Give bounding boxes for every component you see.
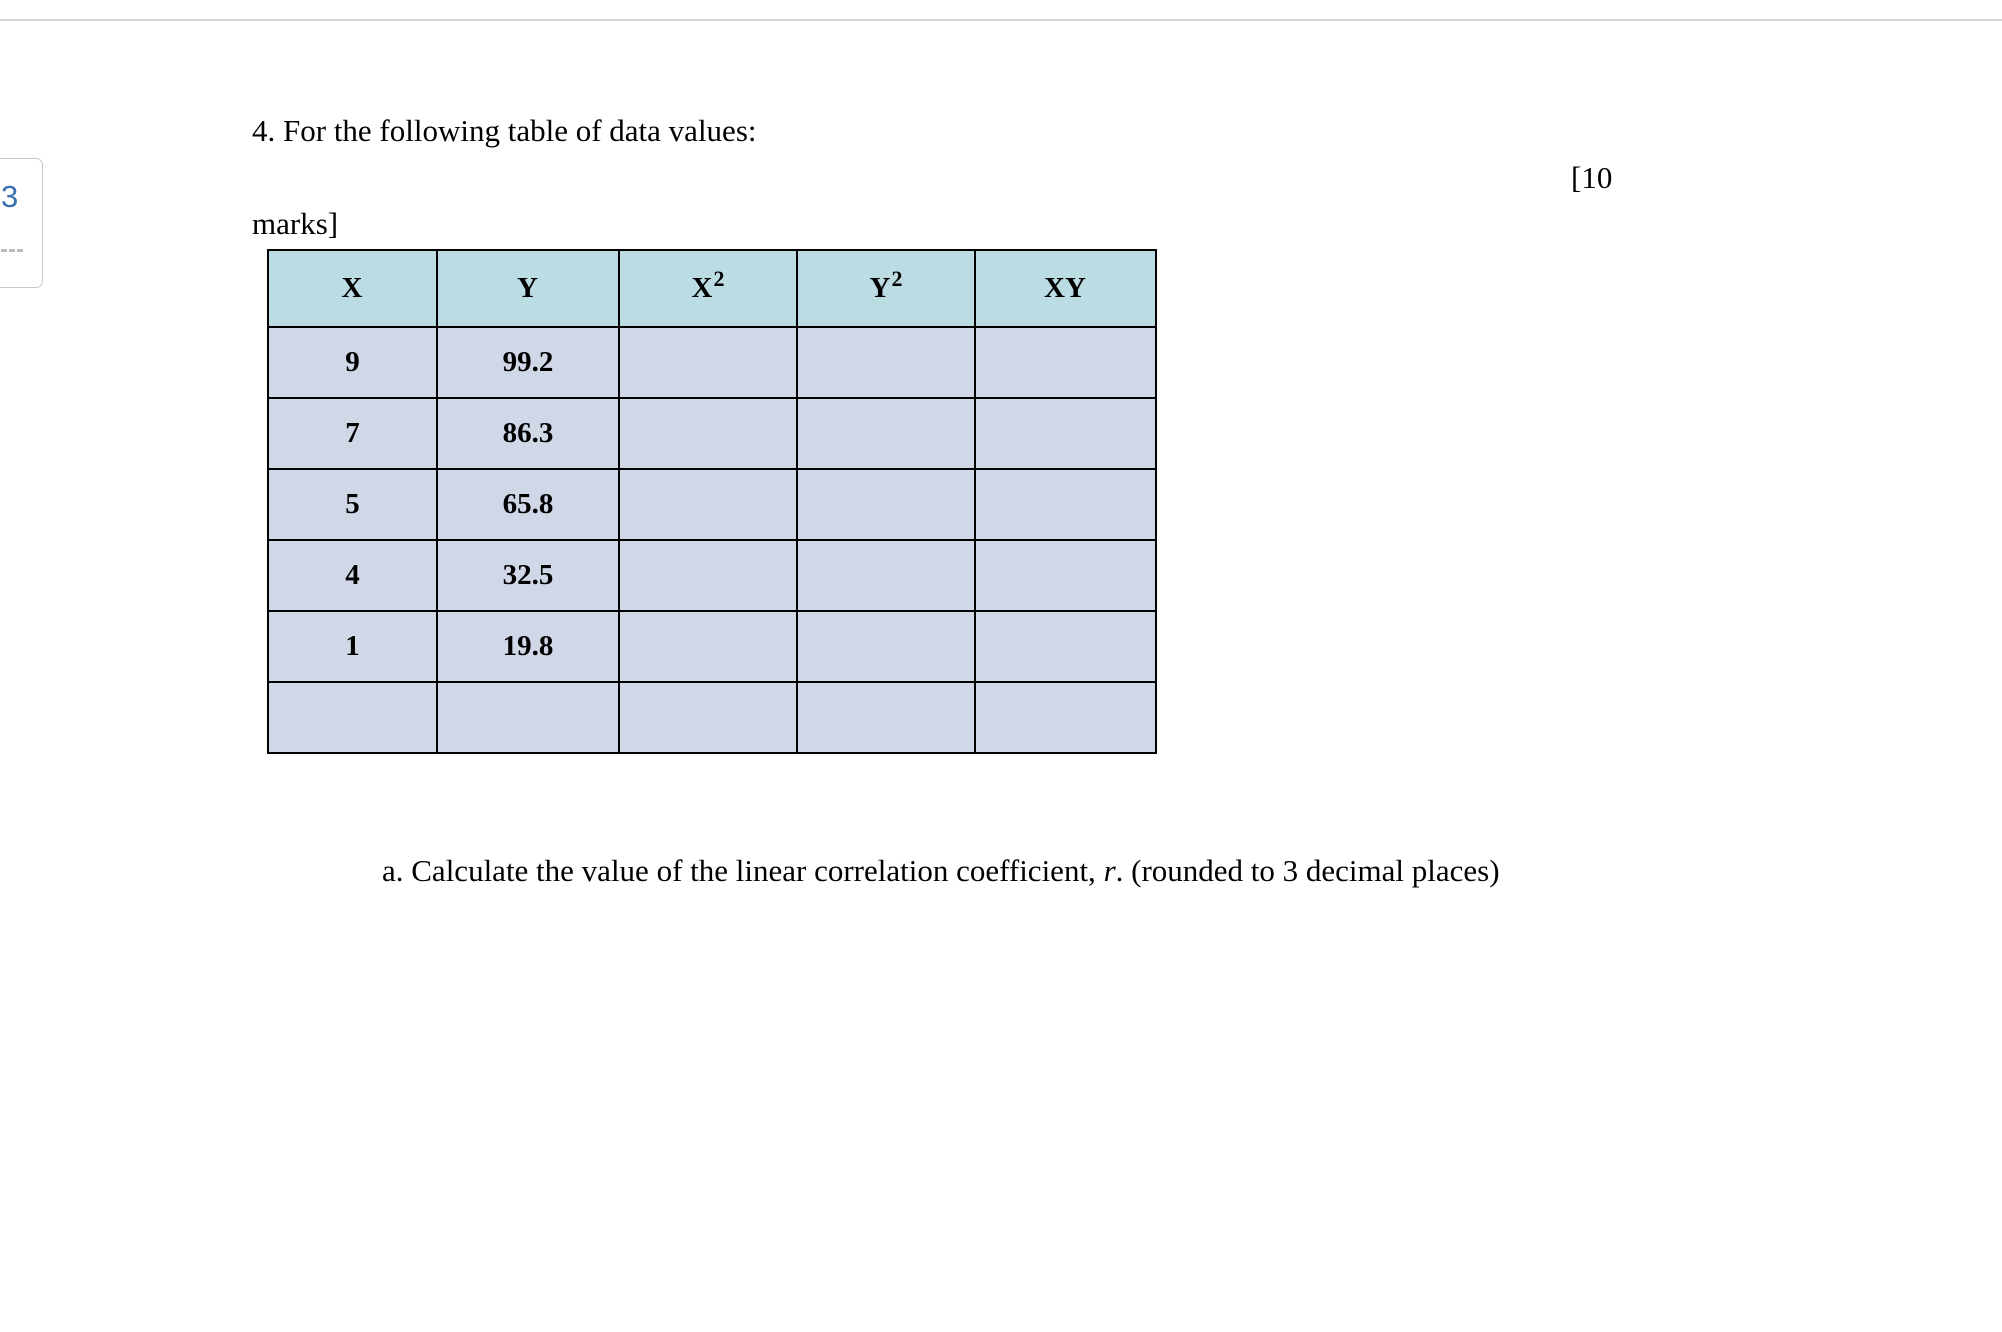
cell-x-squared [619,398,797,469]
cell-y: 19.8 [437,611,619,682]
marks-label-part2: marks] [252,206,339,241]
cell-y: 86.3 [437,398,619,469]
table-row [268,398,1156,469]
table-row [268,540,1156,611]
cell-y: 65.8 [437,469,619,540]
part-a-variable: r [1103,853,1116,888]
header-xy: XY [975,250,1156,327]
cell-x-squared [619,611,797,682]
cell-x: 4 [268,540,437,611]
table-row [268,469,1156,540]
part-a-suffix: . (rounded to 3 decimal places) [1115,853,1500,888]
dashed-marker [1,249,23,252]
marks-label-part1: [10 [1571,160,1613,195]
data-values-table [267,249,1157,754]
cell-xy [975,682,1156,753]
cell-xy [975,540,1156,611]
header-x: X [268,250,437,327]
cell-x: 7 [268,398,437,469]
cell-x-squared [619,540,797,611]
cell-x: 5 [268,469,437,540]
cell-x-squared [619,682,797,753]
cell-xy [975,611,1156,682]
header-y-squared: $Y^2$ [797,250,975,327]
cell-y-squared [797,469,975,540]
cell-x-squared [619,327,797,398]
part-a-prefix: a. Calculate the value of the linear correlation coefficient, [382,853,1104,888]
cell-y-squared [797,327,975,398]
question-navigator-tab[interactable] [0,158,43,288]
cell-xy [975,398,1156,469]
cell-y: 32.5 [437,540,619,611]
table-row [268,327,1156,398]
cell-xy [975,469,1156,540]
cell-y [437,682,619,753]
table-row [268,682,1156,753]
header-x-squared: $X^2$ [619,250,797,327]
part-a-question [382,852,1500,889]
cell-x [268,682,437,753]
cell-y-squared [797,540,975,611]
cell-x-squared [619,469,797,540]
question-text: 4. For the following table of data values: [252,113,757,148]
cell-xy [975,327,1156,398]
question-number: 3 [1,179,19,214]
cell-x: 1 [268,611,437,682]
top-divider [0,19,2002,21]
cell-x: 9 [268,327,437,398]
table-header-row [268,250,1156,327]
cell-y-squared [797,611,975,682]
cell-y: 99.2 [437,327,619,398]
header-y: Y [437,250,619,327]
cell-y-squared [797,398,975,469]
cell-y-squared [797,682,975,753]
table-row [268,611,1156,682]
